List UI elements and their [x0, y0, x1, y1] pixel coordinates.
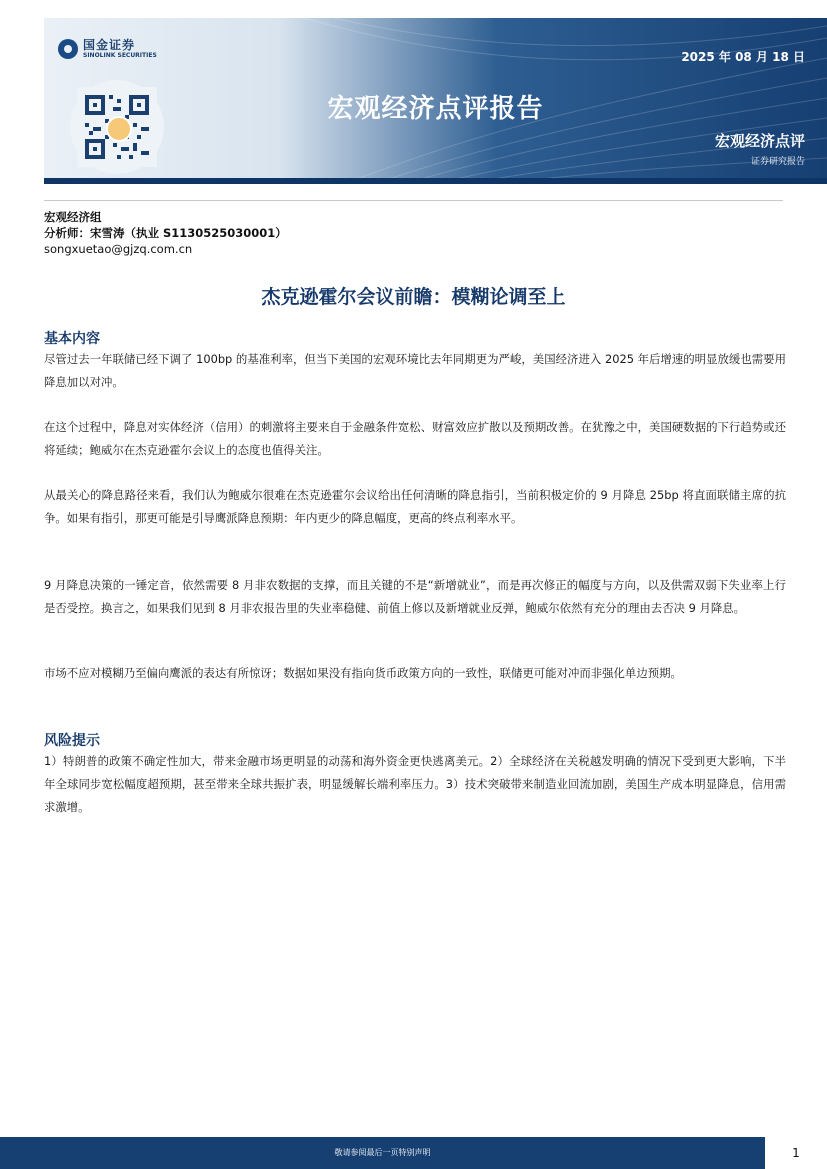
report-series-title: 宏观经济点评报告: [327, 94, 544, 124]
paragraph-2: 在这个过程中，降息对实体经济（信用）的刺激将主要来自于金融条件宽松、财富效应扩散以及预期改善。在犹豫之中，美国硬数据的下行趋势或还将延续；鲍威尔在杰克逊霍尔会议上的态度也值得关注。: [44, 420, 786, 457]
report-category: 宏观经济点评: [714, 132, 805, 150]
research-group: 宏观经济组: [44, 210, 102, 224]
report-date: 2025 年 08 月 18 日: [681, 50, 805, 64]
section-heading-basic: 基本内容: [44, 331, 100, 347]
sinolink-logo-icon: [58, 39, 78, 59]
logo-english-name: SINOLINK SECURITIES: [83, 52, 157, 59]
paragraph-5: 市场不应对模糊乃至偏向鹰派的表达有所惊讶；数据如果没有指向货币政策方向的一致性，联储更可能对冲而非强化单边预期。: [44, 666, 682, 680]
section-heading-risk: 风险提示: [44, 733, 100, 749]
report-type: 证券研究报告: [750, 157, 805, 167]
page-number: 1: [792, 1146, 800, 1160]
logo-chinese-name: 国金证券: [83, 38, 136, 52]
paragraph-4: 9 月降息决策的一锤定音，依然需要 8 月非农数据的支撑，而且关键的不是“新增就业”，而是再次修正的幅度与方向，以及供需双弱下失业率上行是否受控。换言之，如果我们见到 8 月非农报告里的失业率稳健、前值上修以及新增就业反弹，鲍威尔依然有充分的理由去否决 9 月降息。: [44, 578, 786, 615]
author-block: [44, 209, 287, 257]
analyst-name: 分析师：宋雪涛（执业 S1130525030001）: [44, 226, 287, 240]
header-divider: [44, 200, 783, 201]
footer-disclaimer-note[interactable]: 敬请参阅最后一页特别声明: [334, 1148, 431, 1157]
page-title: 杰克逊霍尔会议前瞻：模糊论调至上: [261, 286, 566, 308]
paragraph-3: 从最关心的降息路径来看，我们认为鲍威尔很难在杰克逊霍尔会议给出任何清晰的降息指引，当前积极定价的 9 月降息 25bp 将直面联储主席的抗争。如果有指引，那更可能是引导鹰派降息预期：年内更少的降息幅度，更高的终点利率水平。: [44, 488, 786, 525]
header-banner: [44, 18, 827, 184]
company-logo: [58, 36, 157, 62]
analyst-email[interactable]: songxuetao@gjzq.com.cn: [44, 242, 193, 256]
paragraph-1: 尽管过去一年联储已经下调了 100bp 的基准利率，但当下美国的宏观环境比去年同期更为严峻，美国经济进入 2025 年后增速的明显放缓也需要用降息加以对冲。: [44, 352, 786, 389]
risk-paragraph: 1）特朗普的政策不确定性加大，带来金融市场更明显的动荡和海外资金更快逃离美元。2）全球经济在关税越发明确的情况下受到更大影响，下半年全球同步宽松幅度超预期，甚至带来全球共振扩表，明显缓解长端利率压力。3）技术突破带来制造业回流加剧，美国生产成本明显降息，信用需求激增。: [44, 754, 786, 814]
banner-bottom-stripe: [44, 178, 827, 184]
